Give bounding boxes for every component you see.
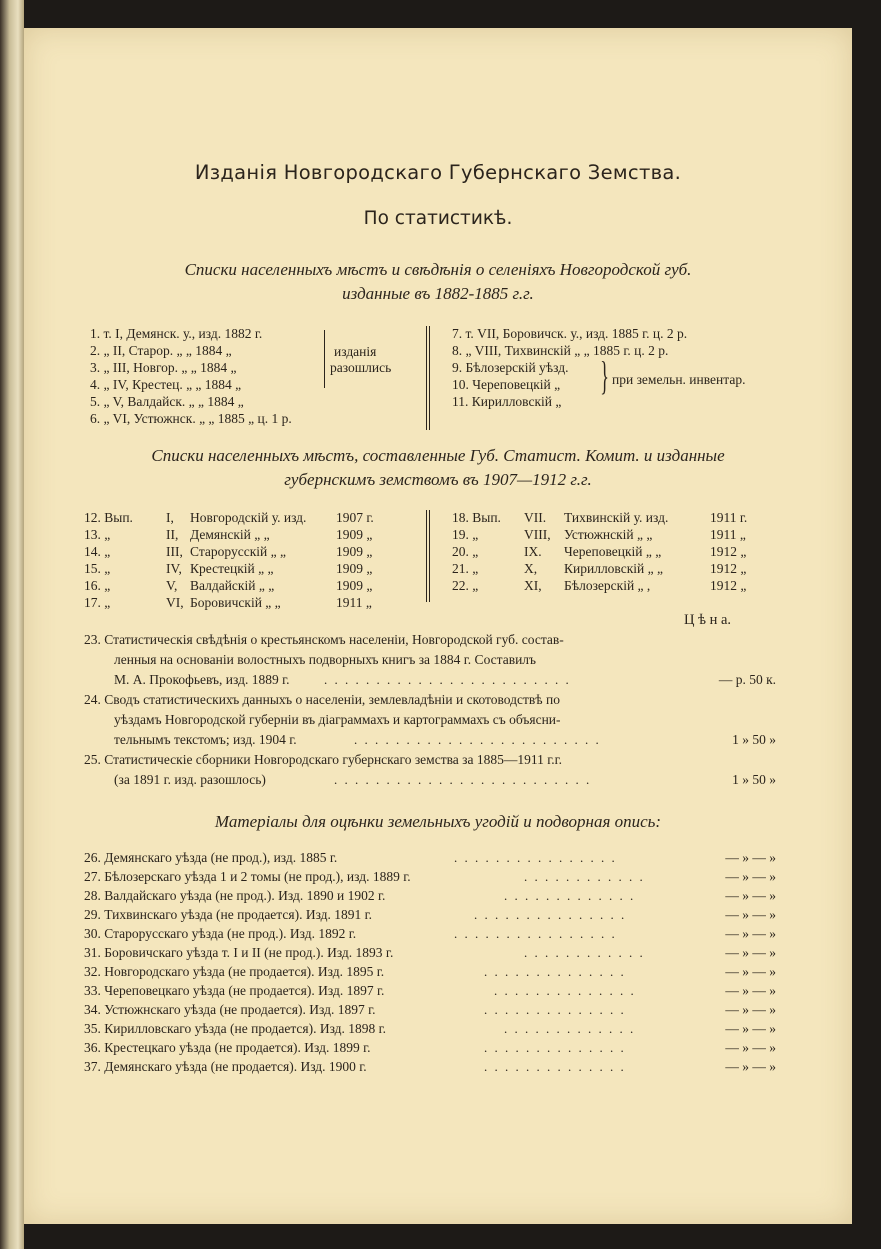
sec2-left-list	[84, 510, 384, 612]
dot-leader: . . . . . . . . . . . . . . . . . . . . . . . .	[324, 672, 571, 687]
dot-leader: . . . . . . . . . . . . . .	[484, 1059, 626, 1074]
item-text: III, Новгор. „ „ 1884 „	[112, 360, 237, 375]
item-text: Череповецкій „ „	[564, 544, 662, 559]
item-year: 1912 „	[710, 544, 747, 559]
item-year: 1911 „	[336, 595, 372, 610]
item-number: 6. „	[90, 411, 110, 426]
item-25-line2: (за 1891 г. изд. разошлось)	[114, 772, 266, 787]
item-year: 1912 „	[710, 578, 747, 593]
list-item	[84, 544, 384, 561]
list-item	[84, 527, 384, 544]
list-item	[84, 578, 384, 595]
item-volume: V,	[166, 578, 178, 593]
item-text: 27. Бѣлозерскаго уѣзда 1 и 2 томы (не прод.), изд. 1889 г.	[84, 869, 411, 884]
column-divider	[429, 326, 430, 430]
item-number: 16. „	[84, 578, 111, 593]
item-year: 1911 г.	[710, 510, 748, 525]
item-text: Кирилловскій „ „	[564, 561, 663, 576]
item-text: Устюжнскій „ „	[564, 527, 653, 542]
item-price: — » — »	[725, 926, 776, 941]
item-text: Бѣлозерскій „ ,	[564, 578, 651, 593]
list-item	[90, 377, 292, 394]
list-item	[452, 527, 762, 544]
item-number: 14. „	[84, 544, 111, 559]
list-item	[84, 907, 784, 926]
list-item	[84, 595, 384, 612]
sec1-left-list	[90, 326, 292, 428]
list-item	[84, 1021, 784, 1040]
section2-heading-line2: губернскимъ земствомъ въ 1907—1912 г.г.	[284, 470, 592, 489]
list-item	[84, 1040, 784, 1059]
item-number: 13. „	[84, 527, 111, 542]
item-year: 1911 „	[710, 527, 746, 542]
dot-leader: . . . . . . . . . . . . . . . .	[454, 926, 617, 941]
item-text: V, Валдайск. „ „ 1884 „	[112, 394, 244, 409]
item-text: IV, Крестец. „ „ 1884 „	[112, 377, 242, 392]
list-item	[84, 869, 784, 888]
item-number: 18. Вып.	[452, 510, 501, 525]
item-text: 37. Демянскаго уѣзда (не продается). Изд. 1900 г.	[84, 1059, 367, 1074]
item-number: 2. „	[90, 343, 110, 358]
dot-leader: . . . . . . . . . . . . . .	[484, 964, 626, 979]
list-item	[452, 510, 762, 527]
dot-leader: . . . . . . . . . . . . . . . . . . . . . . . . .	[334, 772, 592, 787]
item-price: — » — »	[725, 1059, 776, 1074]
item-volume: XI,	[524, 578, 542, 593]
list-item	[84, 510, 384, 527]
right-brace: }	[600, 353, 609, 398]
dot-leader: . . . . . . . . . . . . . .	[494, 983, 636, 998]
item-text: 36. Крестецкаго уѣзда (не продается). Изд. 1899 г.	[84, 1040, 371, 1055]
item-price: — » — »	[725, 869, 776, 884]
item-number: 12. Вып.	[84, 510, 133, 525]
list-item	[452, 561, 762, 578]
page-title: Изданія Новгородскаго Губернскаго Земства.	[194, 161, 682, 184]
list-item	[90, 326, 292, 343]
item-text: 28. Валдайскаго уѣзда (не прод.). Изд. 1890 и 1902 г.	[84, 888, 386, 903]
item-volume: II,	[166, 527, 179, 542]
item-number: 17. „	[84, 595, 111, 610]
item-year: 1909 „	[336, 578, 373, 593]
list-item	[84, 945, 784, 964]
item-number: 22. „	[452, 578, 479, 593]
list-item	[84, 561, 384, 578]
list-item	[84, 850, 784, 869]
list-item	[452, 544, 762, 561]
item-text: 30. Старорусскаго уѣзда (не прод.). Изд. 1892 г.	[84, 926, 357, 941]
list-item: 7. т. VII, Боровичск. у., изд. 1885 г. ц. 2 р.	[452, 326, 688, 341]
section1-heading-line1: Списки населенныхъ мѣстъ и свѣдѣнія о селеніяхъ Новгородской губ.	[184, 260, 692, 279]
list-item	[90, 360, 292, 377]
item-year: 1909 „	[336, 544, 373, 559]
item-text: 33. Череповецкаго уѣзда (не продается). Изд. 1897 г.	[84, 983, 385, 998]
item-number: 20. „	[452, 544, 479, 559]
document-page	[24, 28, 852, 1224]
item-volume: X,	[524, 561, 538, 576]
item-year: 1907 г.	[336, 510, 374, 525]
item-text: I, Демянск. у., изд. 1882 г.	[115, 326, 263, 341]
item-year: 1912 „	[710, 561, 747, 576]
item-number: 21. „	[452, 561, 479, 576]
note-sold-out: разошлись	[330, 360, 392, 375]
dot-leader: . . . . . . . . . . . .	[524, 869, 645, 884]
item-price: — » — »	[725, 964, 776, 979]
item-text: 29. Тихвинскаго уѣзда (не продается). Изд. 1891 г.	[84, 907, 373, 922]
list-item	[84, 888, 784, 907]
item-number: 3. „	[90, 360, 110, 375]
item-text: Тихвинскій у. изд.	[564, 510, 669, 525]
item-25-line1: 25. Статистическіе сборники Новгородскаго губернскаго земства за 1885—1911 г.г.	[84, 752, 563, 767]
item-number: 15. „	[84, 561, 111, 576]
list-item	[90, 394, 292, 411]
item-25-price: 1 » 50 »	[732, 772, 776, 787]
section1-heading-line2: изданные въ 1882-1885 г.г.	[342, 284, 534, 303]
dot-leader: . . . . . . . . . . . . .	[504, 1021, 636, 1036]
column-divider	[429, 510, 430, 602]
list-item	[90, 411, 292, 428]
list-item	[90, 343, 292, 360]
item-year: 1909 „	[336, 527, 373, 542]
left-brace	[324, 330, 325, 388]
item-price: — » — »	[725, 907, 776, 922]
list-item	[84, 964, 784, 983]
item-24-price: 1 » 50 »	[732, 732, 776, 747]
dot-leader: . . . . . . . . . . . . . . . . . . . . . . . .	[354, 732, 601, 747]
item-number: 5. „	[90, 394, 110, 409]
item-text: 35. Кирилловскаго уѣзда (не продается). Изд. 1898 г.	[84, 1021, 387, 1036]
item-text: 32. Новгородскаго уѣзда (не продается). Изд. 1895 г.	[84, 964, 385, 979]
list-item	[452, 578, 762, 595]
item-text: Старорусскій „ „	[190, 544, 286, 559]
item-23-line2: ленныя на основаніи волостныхъ подворныхъ книгъ за 1884 г. Составилъ	[114, 652, 537, 667]
dot-leader: . . . . . . . . . . . . . . .	[474, 907, 627, 922]
item-text: 34. Устюжнскаго уѣзда (не продается). Изд. 1897 г.	[84, 1002, 376, 1017]
note-editions: изданія	[334, 344, 377, 359]
item-text: 31. Боровичскаго уѣзда т. I и II (не прод.). Изд. 1893 г.	[84, 945, 394, 960]
item-text: Крестецкій „ „	[190, 561, 274, 576]
item-number: 4. „	[90, 377, 110, 392]
list-item: 10. Череповецкій „	[452, 377, 561, 392]
list-item	[84, 926, 784, 945]
item-volume: VI,	[166, 595, 184, 610]
sec1-right-list	[452, 326, 687, 411]
item-volume: IV,	[166, 561, 182, 576]
dot-leader: . . . . . . . . . . . . .	[504, 888, 636, 903]
item-23-line1: 23. Статистическія свѣдѣнія о крестьянскомъ населеніи, Новгородской губ. состав-	[84, 632, 564, 647]
item-23-price: — р. 50 к.	[718, 672, 776, 687]
dot-leader: . . . . . . . . . . . . . . . .	[454, 850, 617, 865]
price-column-header: Ц ѣ н а.	[684, 612, 732, 628]
item-price: — » — »	[725, 983, 776, 998]
item-text: II, Старор. „ „ 1884 „	[112, 343, 232, 358]
item-price: — » — »	[725, 1002, 776, 1017]
item-text: Демянскій „ „	[190, 527, 270, 542]
dot-leader: . . . . . . . . . . . .	[524, 945, 645, 960]
note-land-inventory: при земельн. инвентар.	[612, 372, 746, 387]
dot-leader: . . . . . . . . . . . . . .	[484, 1002, 626, 1017]
item-price: — » — »	[725, 888, 776, 903]
item-text: Боровичскій „ „	[190, 595, 281, 610]
list-item	[84, 1002, 784, 1021]
column-divider	[426, 326, 427, 430]
sec2-right-list	[452, 510, 762, 595]
item-24-line2: уѣздамъ Новгородской губерніи въ діаграммахъ и картограммахъ съ объясни-	[114, 712, 561, 727]
item-23-line3: М. А. Прокофьевъ, изд. 1889 г.	[114, 672, 290, 687]
list-item: 8. „ VIII, Тихвинскій „ „ 1885 г. ц. 2 р.	[452, 343, 669, 358]
section2-heading-line1: Списки населенныхъ мѣстъ, составленные Губ. Статист. Комит. и изданные	[151, 446, 725, 465]
item-24-line3: тельнымъ текстомъ; изд. 1904 г.	[114, 732, 297, 747]
section3-heading: Матеріалы для оцѣнки земельныхъ угодій и подворная опись:	[214, 812, 662, 831]
item-text: 26. Демянскаго уѣзда (не прод.), изд. 1885 г.	[84, 850, 338, 865]
item-price: — » — »	[725, 1040, 776, 1055]
item-volume: I,	[166, 510, 174, 525]
item-volume: VIII,	[524, 527, 551, 542]
item-price: — » — »	[725, 945, 776, 960]
dot-leader: . . . . . . . . . . . . . .	[484, 1040, 626, 1055]
list-item	[84, 983, 784, 1002]
list-item: 9. Бѣлозерскій уѣзд.	[452, 360, 569, 375]
book-spine-edge	[0, 0, 24, 1249]
list-item	[84, 1059, 784, 1078]
item-volume: VII.	[524, 510, 547, 525]
item-text: Новгородскій у. изд.	[190, 510, 307, 525]
item-price: — » — »	[725, 1021, 776, 1036]
item-volume: IX.	[524, 544, 542, 559]
materials-list	[84, 850, 784, 1078]
item-price: — » — »	[725, 850, 776, 865]
page-subtitle: По статистикѣ.	[363, 208, 513, 229]
list-item: 11. Кирилловскій „	[452, 394, 562, 409]
item-number: 19. „	[452, 527, 479, 542]
item-text: Валдайскій „ „	[190, 578, 275, 593]
item-volume: III,	[166, 544, 183, 559]
item-text: VI, Устюжнск. „ „ 1885 „ ц. 1 р.	[112, 411, 292, 426]
item-24-line1: 24. Сводъ статистическихъ данныхъ о населеніи, землевладѣніи и скотоводствѣ по	[84, 692, 560, 707]
item-year: 1909 „	[336, 561, 373, 576]
column-divider	[426, 510, 427, 602]
item-number: 1. т.	[90, 326, 112, 341]
